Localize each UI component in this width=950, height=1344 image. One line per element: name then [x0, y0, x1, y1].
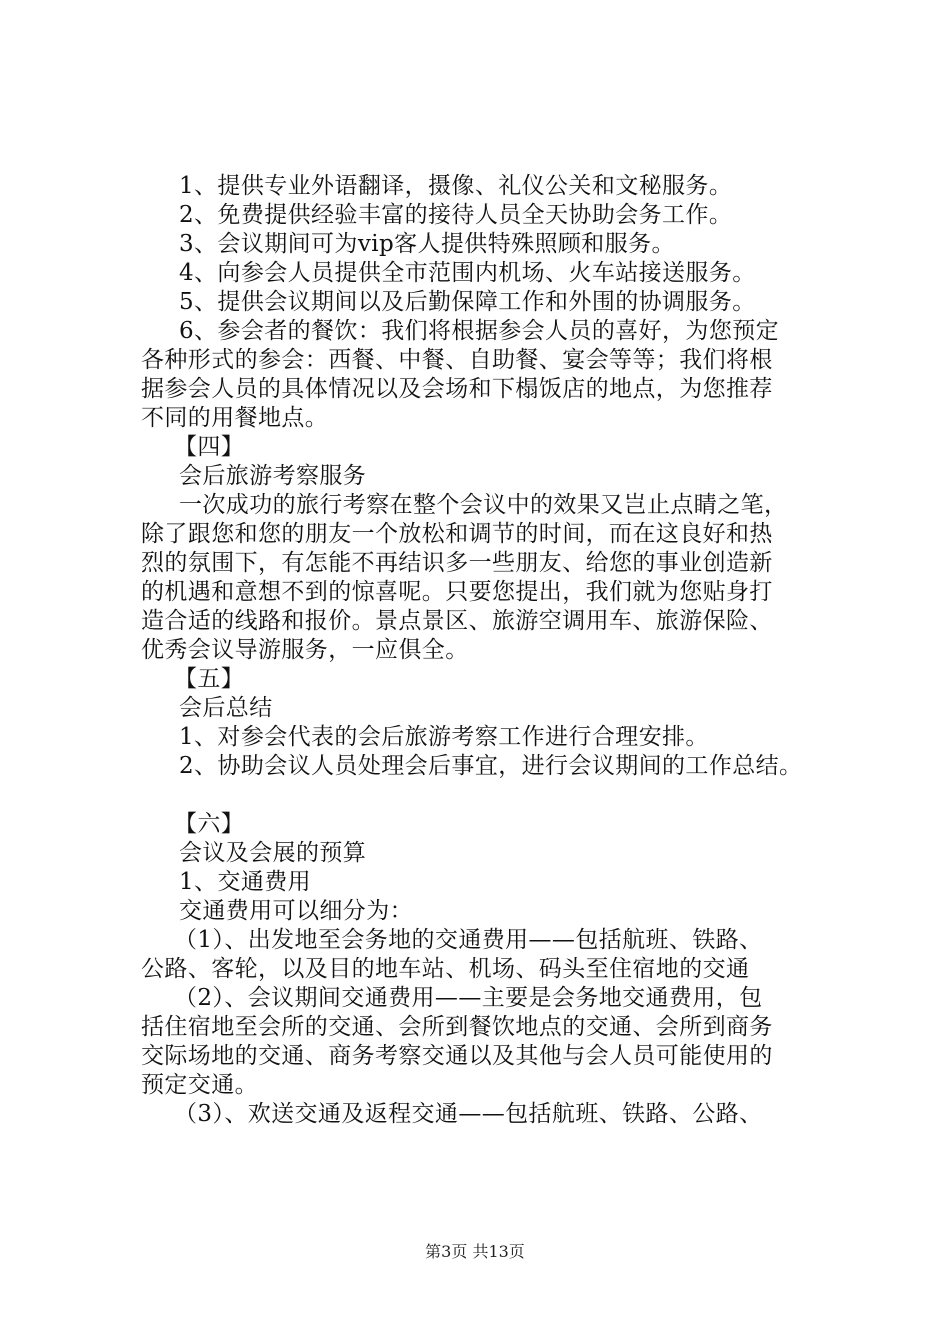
- paragraph-line: 除了跟您和您的朋友一个放松和调节的时间，而在这良好和热: [141, 521, 773, 547]
- paragraph-line: 公路、客轮，以及目的地车站、机场、码头至住宿地的交通: [141, 956, 750, 982]
- subsection-heading: 1、交通费用: [179, 869, 312, 895]
- paragraph-line: 交际场地的交通、商务考察交通以及其他与会人员可能使用的: [141, 1043, 773, 1069]
- section-heading: 会议及会展的预算: [179, 840, 367, 866]
- section-heading: 会后总结: [179, 695, 273, 721]
- paragraph-line: 造合适的线路和报价。景点景区、旅游空调用车、旅游保险、: [141, 608, 773, 634]
- paragraph-line: 预定交通。: [141, 1072, 258, 1098]
- paragraph-line: 据参会人员的具体情况以及会场和下榻饭店的地点，为您推荐: [141, 376, 773, 402]
- list-item: 4、向参会人员提供全市范围内机场、火车站接送服务。: [179, 260, 756, 286]
- list-item: 2、免费提供经验丰富的接待人员全天协助会务工作。: [179, 202, 733, 228]
- paragraph-line: 6、参会者的餐饮：我们将根据参会人员的喜好，为您预定: [179, 318, 780, 344]
- paragraph-line: 烈的氛围下，有怎能不再结识多一些朋友、给您的事业创造新: [141, 550, 773, 576]
- list-item: 2、协助会议人员处理会后事宜，进行会议期间的工作总结。: [179, 753, 803, 779]
- blank-line: [141, 781, 841, 810]
- list-item: 1、提供专业外语翻译，摄像、礼仪公关和文秘服务。: [179, 173, 733, 199]
- paragraph-line: 一次成功的旅行考察在整个会议中的效果又岂止点睛之笔，: [179, 492, 788, 518]
- paragraph-line: 交通费用可以细分为：: [179, 898, 413, 924]
- paragraph-line: 不同的用餐地点。: [141, 405, 329, 431]
- section-heading: 会后旅游考察服务: [179, 463, 367, 489]
- page-number: 第3页 共13页: [425, 1242, 525, 1261]
- paragraph-line: （2）、会议期间交通费用——主要是会务地交通费用，包: [174, 985, 763, 1011]
- paragraph-line: （3）、欢送交通及返程交通——包括航班、铁路、公路、: [174, 1101, 763, 1127]
- list-item: 5、提供会议期间以及后勤保障工作和外围的协调服务。: [179, 289, 756, 315]
- paragraph-line: 括住宿地至会所的交通、会所到餐饮地点的交通、会所到商务: [141, 1014, 773, 1040]
- paragraph-line: 的机遇和意想不到的惊喜呢。只要您提出，我们就为您贴身打: [141, 579, 773, 605]
- section-marker: 【四】: [174, 434, 245, 460]
- paragraph-line: 优秀会议导游服务，一应俱全。: [141, 637, 469, 663]
- document-body: [141, 172, 841, 1129]
- section-marker: 【六】: [174, 811, 245, 837]
- section-marker: 【五】: [174, 666, 245, 692]
- list-item: 1、对参会代表的会后旅游考察工作进行合理安排。: [179, 724, 709, 750]
- paragraph-line: （1）、出发地至会务地的交通费用——包括航班、铁路、: [174, 927, 763, 953]
- paragraph-line: 各种形式的参会：西餐、中餐、自助餐、宴会等等；我们将根: [141, 347, 773, 373]
- list-item: 3、会议期间可为vip客人提供特殊照顾和服务。: [179, 231, 675, 257]
